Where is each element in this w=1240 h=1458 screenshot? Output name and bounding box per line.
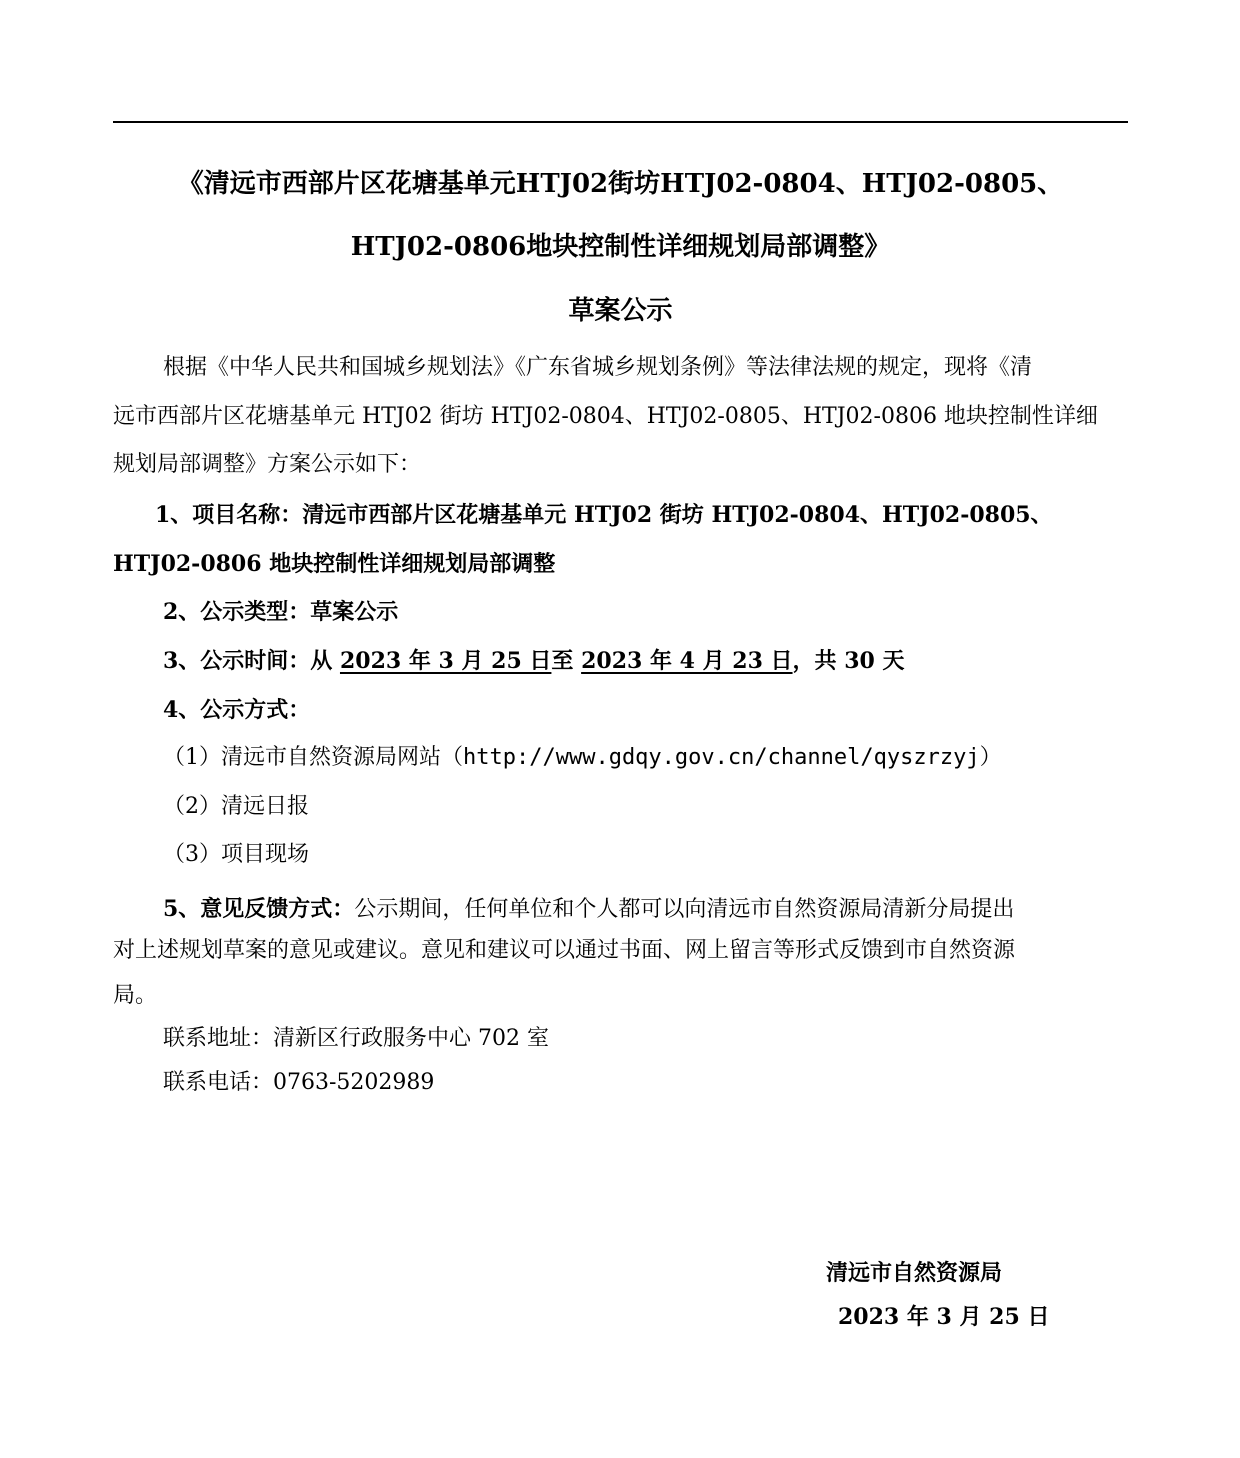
item5-line-1 (163, 894, 1178, 925)
item3-end-date: 2023 年 4 月 23 日 (581, 648, 793, 674)
item3-to: 至 (551, 648, 582, 674)
method-1-url[interactable]: http://www.gdqy.gov.cn/channel/qyszrzyj (463, 745, 980, 770)
item3-suffix: ，共 30 天 (792, 648, 905, 674)
header-rule (113, 121, 1128, 123)
item1-line-1: 1、项目名称：清远市西部片区花塘基单元 HTJ02 街坊 HTJ02-0804、HTJ02-0805、 (155, 502, 1053, 528)
intro-line-2: 远市西部片区花塘基单元 HTJ02 街坊 HTJ02-0804、HTJ02-0805、HTJ02-0806 地块控制性详细 (113, 404, 1098, 429)
contact-phone: 联系电话：0763-5202989 (163, 1070, 435, 1095)
method-1 (163, 743, 1178, 773)
item1-line-2: HTJ02-0806 地块控制性详细规划局部调整 (113, 551, 556, 577)
title-line-1: 《清远市西部片区花塘基单元HTJ02街坊HTJ02-0804、HTJ02-0805、 (177, 169, 1064, 199)
method-1-prefix: （1）清远市自然资源局网站（ (163, 745, 463, 770)
item3-prefix: 3、公示时间：从 (163, 648, 340, 674)
item4: 4、公示方式： (163, 697, 311, 723)
title-line-2: HTJ02-0806地块控制性详细规划局部调整》 (350, 232, 891, 262)
method-2: （2）清远日报 (163, 794, 309, 819)
item3 (163, 646, 1178, 676)
method-1-suffix: ） (979, 745, 1002, 770)
signature-date: 2023 年 3 月 25 日 (838, 1304, 1050, 1330)
item5-line-2: 对上述规划草案的意见或建议。意见和建议可以通过书面、网上留言等形式反馈到市自然资源 (113, 938, 1016, 963)
intro-line-1: 根据《中华人民共和国城乡规划法》《广东省城乡规划条例》等法律法规的规定，现将《清 (163, 355, 1033, 380)
item5-label: 5、意见反馈方式： (163, 896, 355, 922)
item3-start-date: 2023 年 3 月 25 日 (339, 648, 552, 674)
item5-line-3: 局。 (113, 983, 158, 1008)
signature-org: 清远市自然资源局 (826, 1260, 1003, 1286)
item2: 2、公示类型：草案公示 (163, 599, 399, 625)
subtitle: 草案公示 (568, 296, 673, 326)
method-3: （3）项目现场 (163, 842, 309, 867)
item5-line-1-rest: 公示期间，任何单位和个人都可以向清远市自然资源局清新分局提出 (354, 897, 1015, 922)
contact-address: 联系地址：清新区行政服务中心 702 室 (163, 1026, 549, 1051)
intro-line-3: 规划局部调整》方案公示如下： (113, 452, 422, 477)
